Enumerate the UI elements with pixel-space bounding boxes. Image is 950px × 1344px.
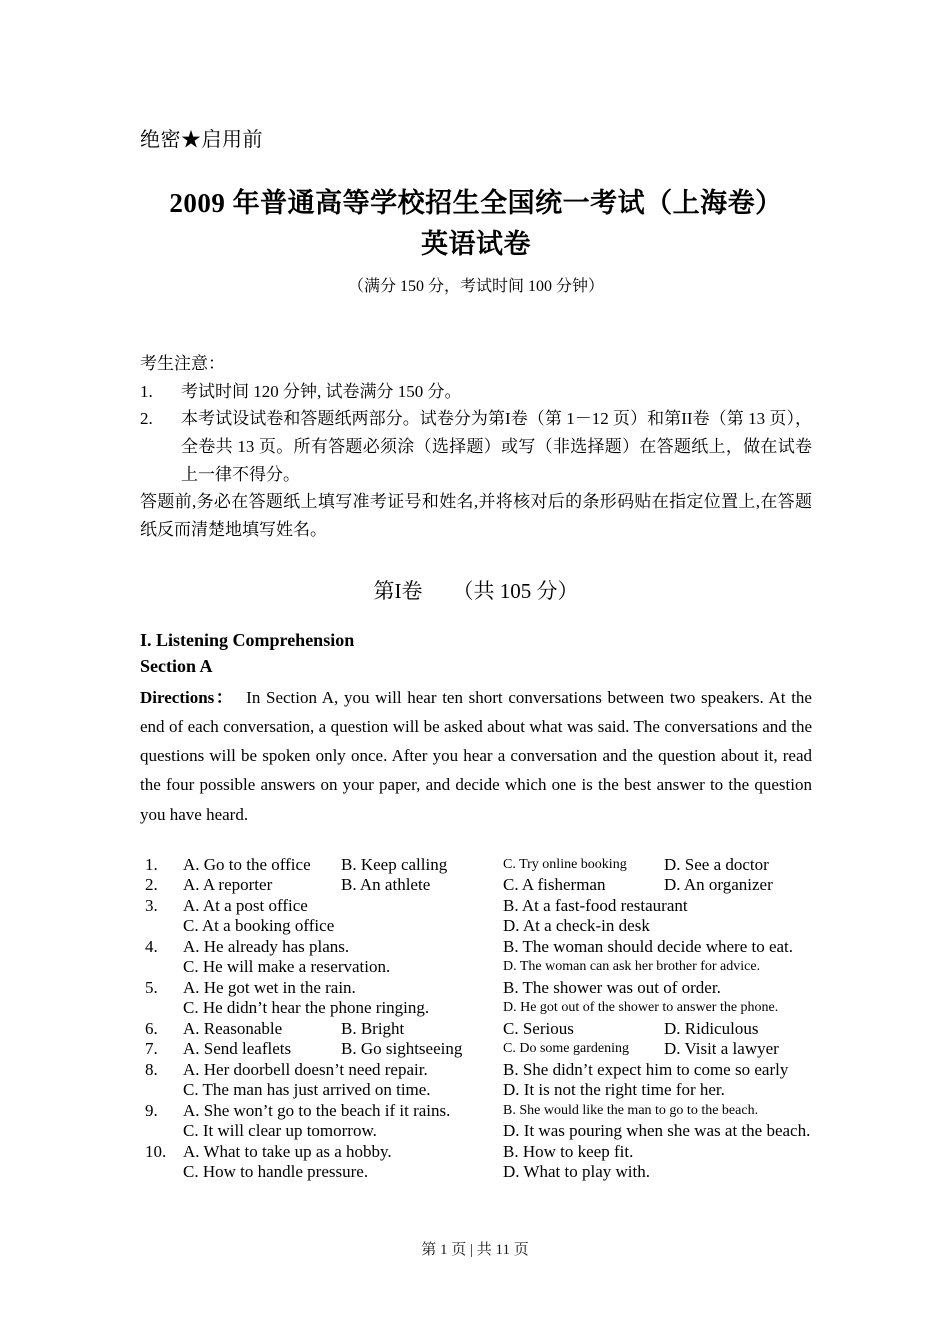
volume-label: 第I卷 — [373, 579, 423, 604]
question-number: 1. — [145, 854, 158, 874]
question-number: 2. — [145, 875, 158, 895]
option-a[interactable]: A. She won’t go to the beach if it rains. — [183, 1100, 451, 1120]
option-d[interactable]: D. The woman can ask her brother for advice. — [503, 959, 761, 975]
option-row — [140, 1080, 812, 1101]
option-row — [140, 875, 812, 896]
option-c[interactable]: C. Try online booking — [503, 856, 627, 872]
option-d[interactable]: D. An organizer — [664, 875, 773, 895]
option-a[interactable]: A. At a post office — [183, 895, 308, 915]
notice-item — [140, 378, 812, 406]
option-b[interactable]: B. How to keep fit. — [503, 1141, 634, 1161]
option-b[interactable]: B. At a fast-food restaurant — [503, 895, 688, 915]
notice-heading: 考生注意： — [140, 354, 225, 374]
candidate-notice — [140, 350, 812, 543]
option-d[interactable]: D. It is not the right time for her. — [503, 1080, 725, 1100]
question-item — [140, 855, 812, 876]
volume-score: （共 105 分） — [452, 579, 579, 604]
option-row — [140, 1142, 812, 1163]
option-row — [140, 896, 812, 917]
option-b[interactable]: B. Keep calling — [341, 854, 448, 874]
page-title: 2009 年普通高等学校招生全国统一考试（上海卷） — [169, 188, 783, 218]
option-row — [140, 937, 812, 958]
question-number: 4. — [145, 936, 158, 956]
option-row — [140, 1121, 812, 1142]
option-b[interactable]: B. The shower was out of order. — [503, 977, 721, 997]
question-number: 10. — [145, 1141, 167, 1161]
question-number: 5. — [145, 977, 158, 997]
option-c[interactable]: C. At a booking office — [183, 916, 335, 936]
directions-text: In Section A, you will hear ten short conversations between two speakers. At the end of each conversation, a question will be asked about what was said. The conversations and the questions will be spoken only once. After you hear a conversation and the question about it, read the four possible answers on your paper, and decide which one is the best answer to the question you have heard. — [140, 687, 812, 824]
question-number: 7. — [145, 1039, 158, 1059]
option-d[interactable]: D. At a check-in desk — [503, 916, 650, 936]
option-b[interactable]: B. She would like the man to go to the beach. — [503, 1102, 759, 1118]
question-item — [140, 978, 812, 1019]
option-row — [140, 998, 812, 1019]
option-a[interactable]: A. Reasonable — [183, 1018, 283, 1038]
secret-notice: 绝密★启用前 — [140, 129, 263, 151]
option-row — [140, 1060, 812, 1081]
option-a[interactable]: A. Go to the office — [183, 854, 311, 874]
option-d[interactable]: D. What to play with. — [503, 1162, 650, 1182]
option-b[interactable]: B. Bright — [341, 1018, 405, 1038]
option-row — [140, 916, 812, 937]
question-number: 6. — [145, 1018, 158, 1038]
page-footer: 第 1 页 | 共 11 页 — [421, 1242, 529, 1258]
notice-item-number: 2. — [140, 409, 153, 429]
directions-label: Directions： — [140, 687, 235, 707]
option-a[interactable]: A. He got wet in the rain. — [183, 977, 356, 997]
directions-paragraph — [140, 683, 812, 829]
option-row — [140, 855, 812, 876]
option-c[interactable]: C. Do some gardening — [503, 1041, 629, 1057]
option-d[interactable]: D. See a doctor — [664, 854, 769, 874]
section-title: Section A — [140, 655, 213, 676]
content-column — [140, 0, 812, 1183]
question-item — [140, 1019, 812, 1040]
option-row — [140, 1039, 812, 1060]
question-item — [140, 896, 812, 937]
option-row — [140, 957, 812, 978]
question-number: 3. — [145, 895, 158, 915]
question-list — [140, 855, 812, 1183]
question-item — [140, 1060, 812, 1101]
part-title: I. Listening Comprehension — [140, 629, 355, 650]
option-c[interactable]: C. The man has just arrived on time. — [183, 1080, 431, 1100]
option-d[interactable]: D. It was pouring when she was at the beach. — [503, 1121, 811, 1141]
volume-heading — [140, 577, 812, 606]
option-d[interactable]: D. He got out of the shower to answer the phone. — [503, 1000, 779, 1016]
option-a[interactable]: A. A reporter — [183, 875, 273, 895]
option-a[interactable]: A. Her doorbell doesn’t need repair. — [183, 1059, 428, 1079]
option-row — [140, 1101, 812, 1122]
option-b[interactable]: B. The woman should decide where to eat. — [503, 936, 794, 956]
question-item — [140, 875, 812, 896]
option-c[interactable]: C. He will make a reservation. — [183, 957, 391, 977]
question-item — [140, 937, 812, 978]
question-number: 9. — [145, 1100, 158, 1120]
notice-item — [140, 405, 812, 488]
notice-tail-text: 答题前,务必在答题纸上填写准考证号和姓名,并将核对后的条形码贴在指定位置上,在答题纸反而清楚地填写姓名。 — [140, 492, 812, 539]
option-c[interactable]: C. Serious — [503, 1018, 574, 1038]
notice-item-text: 考试时间 120 分钟, 试卷满分 150 分。 — [181, 381, 462, 401]
question-item — [140, 1142, 812, 1183]
question-item — [140, 1101, 812, 1142]
option-a[interactable]: A. Send leaflets — [183, 1039, 292, 1059]
question-number: 8. — [145, 1059, 158, 1079]
option-b[interactable]: B. She didn’t expect him to come so early — [503, 1059, 789, 1079]
option-d[interactable]: D. Ridiculous — [664, 1018, 759, 1038]
page-subtitle: 英语试卷 — [421, 228, 531, 259]
notice-item-number: 1. — [140, 381, 153, 401]
option-row — [140, 1162, 812, 1183]
question-item — [140, 1039, 812, 1060]
option-c[interactable]: C. A fisherman — [503, 875, 606, 895]
option-c[interactable]: C. It will clear up tomorrow. — [183, 1121, 377, 1141]
option-c[interactable]: C. How to handle pressure. — [183, 1162, 369, 1182]
option-d[interactable]: D. Visit a lawyer — [664, 1039, 779, 1059]
notice-item-text: 本考试设试卷和答题纸两部分。试卷分为第I卷（第 1－12 页）和第II卷（第 13 页），全卷共 13 页。所有答题必须涂（选择题）或写（非选择题）在答题纸上，做在试卷上一律不得分。 — [181, 409, 812, 484]
option-row — [140, 978, 812, 999]
exam-score-time-note: （满分 150 分，考试时间 100 分钟） — [347, 278, 604, 295]
option-a[interactable]: A. What to take up as a hobby. — [183, 1141, 392, 1161]
option-c[interactable]: C. He didn’t hear the phone ringing. — [183, 998, 430, 1018]
option-b[interactable]: B. Go sightseeing — [341, 1039, 463, 1059]
option-b[interactable]: B. An athlete — [341, 875, 431, 895]
option-row — [140, 1019, 812, 1040]
option-a[interactable]: A. He already has plans. — [183, 936, 350, 956]
